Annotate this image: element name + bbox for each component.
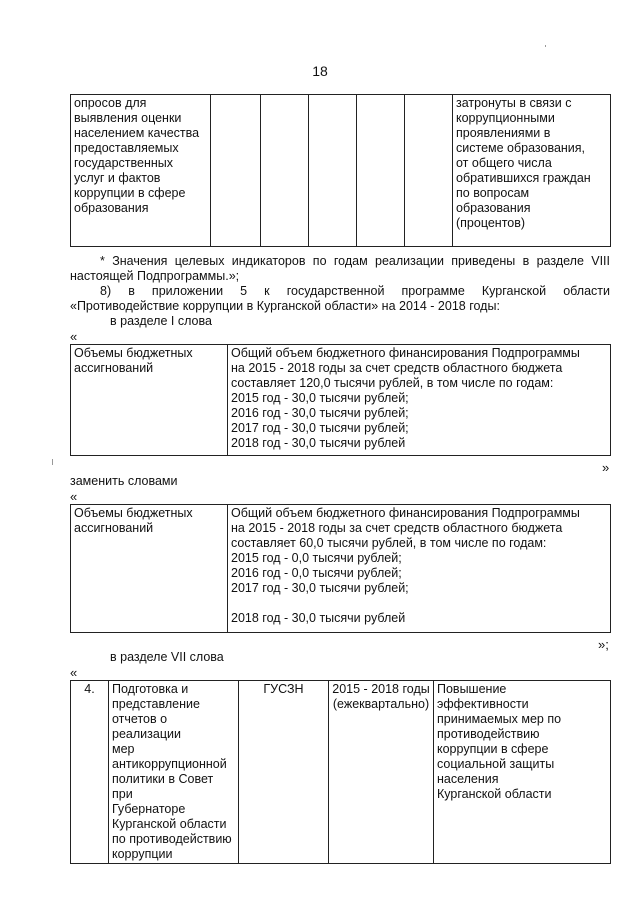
period-cell: 2015 - 2018 годы (ежеквартально) [329,681,434,864]
budget-table-new [70,504,611,633]
indicator-name-cell: опросов для выявления оценки населением качества предоставляемых государственных услуг и фактов коррупции в сфере образования [71,95,211,247]
empty-cell [309,95,357,247]
section-7-words: в разделе VII слова [110,650,224,664]
open-quote: « [70,665,78,680]
item-8: 8) в приложении 5 к государственной программе Курганской области «Противодействие коррупции в Курганской области» на 2014 - 2018 годы: [70,284,610,313]
replace-with: заменить словами [70,474,178,488]
scan-mark [52,459,53,465]
empty-cell [261,95,309,247]
budget-label-cell: Объемы бюджетных ассигнований [71,345,228,456]
budget-table-old [70,344,611,456]
empty-cell [211,95,261,247]
empty-cell [405,95,453,247]
budget-label-cell: Объемы бюджетных ассигнований [71,505,228,633]
open-quote: « [70,329,78,344]
empty-cell [357,95,405,247]
executor-cell: ГУСЗН [239,681,329,864]
row-number-cell: 4. [71,681,109,864]
page-number: 18 [312,63,328,79]
budget-text-cell: Общий объем бюджетного финансирования Подпрограммы на 2015 - 2018 годы за счет средств областного бюджета составляет 60,0 тысячи рублей, в том числе по годам: 2015 год - 0,0 тысячи рублей; 2016 год - 0,0 тысячи рублей; 2017 год - 30,0 тысячи рублей; 2018 год - 30,0 тысячи рублей [228,505,611,633]
budget-text-cell: Общий объем бюджетного финансирования Подпрограммы на 2015 - 2018 годы за счет средств областного бюджета составляет 120,0 тысячи рублей, в том числе по годам: 2015 год - 30,0 тысячи рублей; 2016 год - 30,0 тысячи рублей; 2017 год - 30,0 тысячи рублей; 2018 год - 30,0 тысячи рублей [228,345,611,456]
result-cell: Повышение эффективности принимаемых мер по противодействию коррупции в сфере социальной защиты населения Курганской области [434,681,611,864]
measure-cell: Подготовка и представление отчетов о реализации мер антикоррупционной политики в Совет при Губернаторе Курганской области по противодействию коррупции [109,681,239,864]
indicators-table-fragment [70,94,611,247]
indicator-description-cell: затронуты в связи с коррупционными проявлениями в системе образования, от общего числа обратившихся граждан по вопросам образования (процентов) [453,95,611,247]
open-quote: « [70,489,78,504]
close-quote-semicolon: »; [598,637,609,652]
close-quote: » [602,460,610,475]
footnote: * Значения целевых индикаторов по годам реализации приведены в разделе VIII настоящей Подпрограммы.»; [70,254,610,283]
measures-table [70,680,611,864]
scan-mark [545,45,546,47]
section-1-words: в разделе I слова [110,314,212,328]
